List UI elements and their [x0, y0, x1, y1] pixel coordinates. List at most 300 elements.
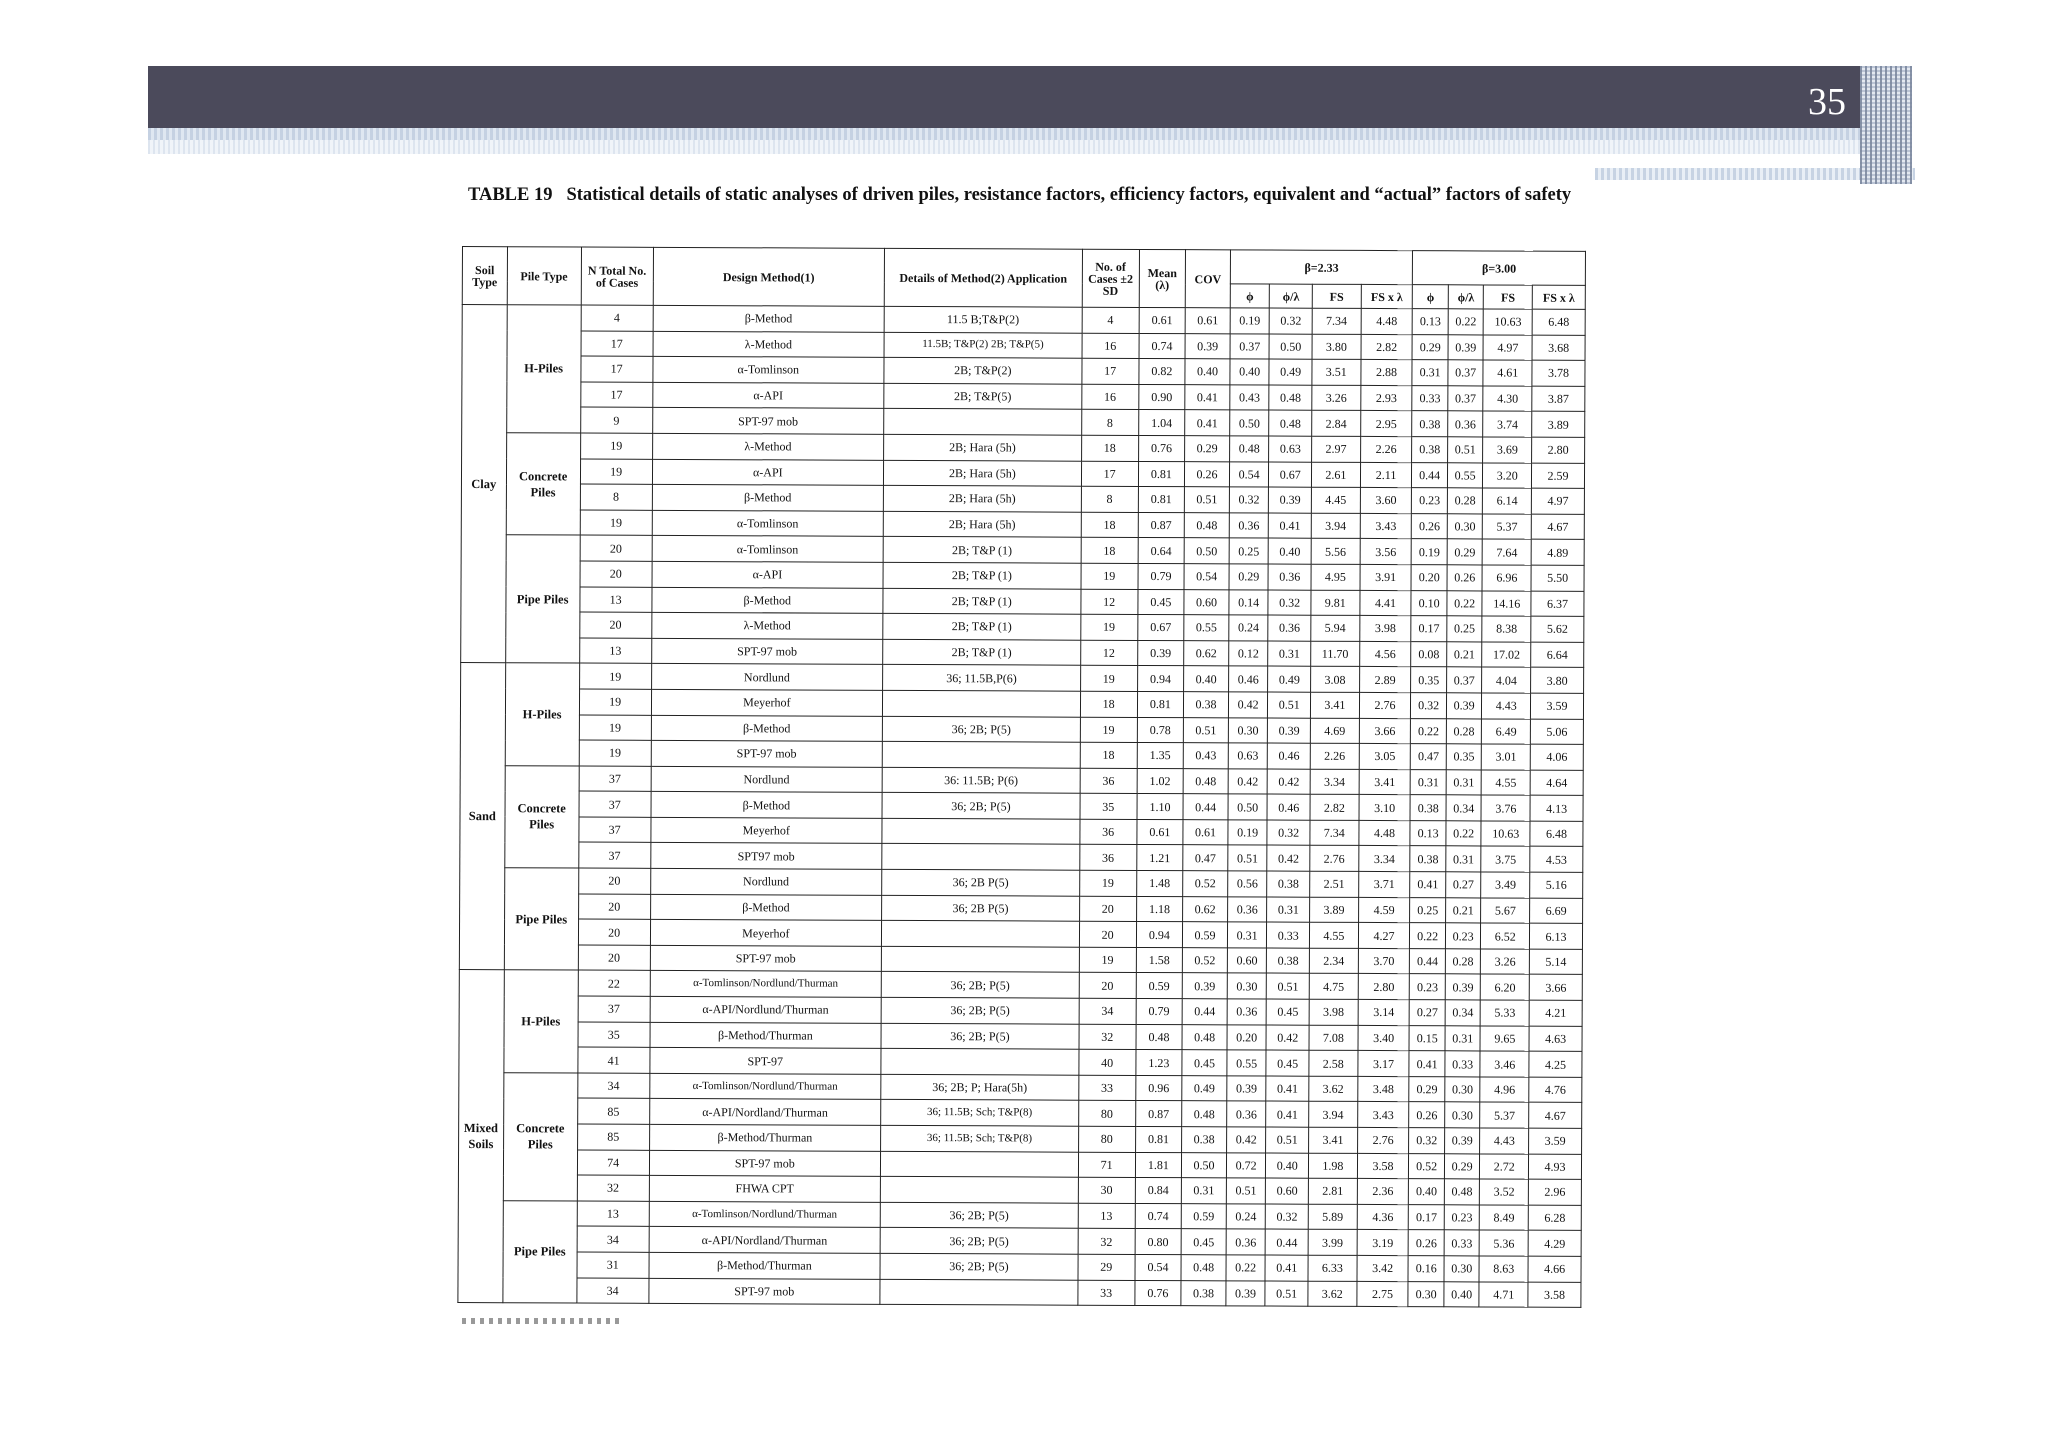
table-cell: 4.55	[1482, 770, 1531, 796]
table-cell: 0.32	[1229, 487, 1269, 513]
table-cell: 0.49	[1268, 666, 1311, 692]
slide-header-stripe-light	[148, 140, 1908, 154]
table-cell	[881, 1049, 1079, 1075]
table-cell: λ-Method	[652, 433, 883, 460]
header-details: Details of Method(2) Application	[884, 248, 1082, 307]
table-cell: 3.49	[1481, 872, 1530, 898]
table-cell: 3.20	[1483, 463, 1532, 489]
slide-header-stripe	[148, 128, 1908, 140]
table-cell: 0.48	[1182, 1101, 1227, 1127]
table-cell: 2.34	[1309, 948, 1358, 974]
header-n-cases: N Total No. of Cases	[581, 247, 653, 305]
table-cell: 0.45	[1137, 589, 1184, 615]
table-cell: β-Method	[652, 587, 883, 614]
table-cell: 0.81	[1138, 461, 1185, 487]
table-cell: 31	[577, 1252, 649, 1278]
table-cell: 2B; Hara (5h)	[884, 434, 1082, 460]
table-cell: 0.08	[1411, 641, 1447, 667]
table-cell: 3.05	[1359, 744, 1411, 770]
table-cell: λ-Method	[651, 612, 882, 639]
table-cell: 35	[1080, 793, 1137, 819]
table-cell: 34	[577, 1073, 649, 1099]
table-cell: 4.21	[1529, 1000, 1582, 1026]
table-cell: 74	[577, 1150, 649, 1176]
table-cell: 0.52	[1409, 1153, 1445, 1179]
table-cell: 19	[579, 663, 651, 689]
table-cell: 3.68	[1532, 335, 1585, 361]
table-cell: 19	[580, 459, 652, 485]
table-cell: SPT97 mob	[650, 843, 881, 870]
table-cell: 0.31	[1268, 641, 1311, 667]
table-cell: 0.39	[1446, 693, 1482, 719]
table-cell: 0.48	[1181, 1255, 1226, 1281]
table-cell: 6.20	[1481, 974, 1530, 1000]
table-cell: 0.67	[1269, 462, 1312, 488]
table-cell: 0.23	[1444, 1205, 1480, 1231]
table-cell: 18	[1080, 691, 1137, 717]
table-caption-text: Statistical details of static analyses of driven piles, resistance factors, efficiency factors, equivalent and “actual” factors of safety	[566, 185, 1572, 205]
table-cell: 3.66	[1529, 975, 1582, 1001]
table-cell: 12	[1081, 589, 1138, 615]
table-cell: 37	[578, 996, 650, 1022]
table-cell: 2B; Hara (5h)	[883, 460, 1081, 486]
table-cell: 0.31	[1445, 1025, 1481, 1051]
table-cell: 0.51	[1268, 692, 1311, 718]
table-cell: 0.48	[1444, 1179, 1480, 1205]
table-cell: Nordlund	[650, 868, 881, 895]
table-cell: 0.48	[1136, 1024, 1183, 1050]
table-cell: 0.48	[1269, 410, 1312, 436]
table-cell: 0.19	[1230, 308, 1270, 334]
table-cell: SPT-97 mob	[650, 945, 881, 972]
table-cell: 0.33	[1267, 922, 1310, 948]
soil-type-cell: Clay	[461, 305, 507, 664]
footnote-fragment	[462, 1318, 622, 1324]
table-cell: 0.60	[1184, 589, 1229, 615]
table-cell: 0.54	[1184, 564, 1229, 590]
table-cell: 0.31	[1227, 922, 1267, 948]
table-cell: 0.39	[1227, 1076, 1267, 1102]
table-cell: 18	[1081, 538, 1138, 564]
table-cell: 37	[579, 791, 651, 817]
table-cell: 2.61	[1311, 462, 1360, 488]
table-cell: 0.22	[1447, 590, 1483, 616]
table-cell: 6.52	[1481, 923, 1530, 949]
table-cell: 0.29	[1185, 436, 1230, 462]
table-cell: 3.59	[1529, 1128, 1582, 1154]
header-fs: FS	[1312, 284, 1361, 308]
table-cell: 0.42	[1228, 692, 1268, 718]
table-cell: 0.94	[1137, 666, 1184, 692]
table-cell: 0.54	[1135, 1254, 1182, 1280]
table-row	[458, 1277, 1581, 1307]
table-cell: 0.27	[1410, 1000, 1446, 1026]
table-cell: 0.35	[1446, 744, 1482, 770]
table-cell: 0.61	[1183, 820, 1228, 846]
table-cell: 0.54	[1229, 461, 1269, 487]
table-cell: 6.37	[1531, 591, 1584, 617]
table-cell: 0.79	[1138, 563, 1185, 589]
table-cell: 3.60	[1360, 488, 1412, 514]
header-cov: COV	[1185, 250, 1230, 308]
table-cell: 3.98	[1309, 999, 1358, 1025]
table-cell: Nordlund	[651, 664, 882, 691]
table-cell: 0.80	[1135, 1229, 1182, 1255]
table-cell: 19	[1081, 563, 1138, 589]
table-cell: α-Tomlinson/Nordlund/Thurman	[650, 971, 881, 998]
table-cell: α-API/Nordland/Thurman	[649, 1227, 880, 1254]
table-cell: 0.48	[1229, 436, 1269, 462]
header-pile-type: Pile Type	[507, 247, 581, 305]
table-cell: 85	[577, 1124, 649, 1150]
table-cell: 6.49	[1482, 718, 1531, 744]
table-cell: 85	[577, 1098, 649, 1124]
table-cell: 19	[1080, 717, 1137, 743]
header-phi: ϕ	[1413, 285, 1449, 309]
table-cell: 3.51	[1312, 359, 1361, 385]
table-cell: 0.29	[1444, 1153, 1480, 1179]
table-cell: 36; 2B; P(5)	[881, 1023, 1079, 1049]
table-cell: 30	[1078, 1177, 1135, 1203]
table-cell: 1.35	[1137, 743, 1184, 769]
table-cell: 0.81	[1135, 1126, 1182, 1152]
table-cell: 1.48	[1136, 871, 1183, 897]
table-cell: FHWA CPT	[649, 1176, 880, 1203]
table-cell: β-Method	[651, 792, 882, 819]
table-cell: 0.25	[1410, 897, 1446, 923]
table-cell: 2.82	[1361, 334, 1413, 360]
table-cell: 5.56	[1311, 539, 1360, 565]
table-cell: 3.69	[1483, 437, 1532, 463]
table-cell: 3.62	[1309, 1076, 1358, 1102]
table-cell: 0.63	[1228, 743, 1268, 769]
table-cell: 36: 11.5B; P(6)	[882, 767, 1080, 793]
table-cell: 4	[581, 305, 653, 331]
table-cell	[880, 1151, 1078, 1177]
table-cell: 2B; T&P (1)	[883, 537, 1081, 563]
table-cell: 0.42	[1228, 769, 1268, 795]
table-cell: 3.80	[1531, 667, 1584, 693]
table-cell: 20	[1079, 921, 1136, 947]
table-caption-label: TABLE 19	[468, 185, 553, 205]
table-cell: 0.36	[1268, 564, 1311, 590]
table-cell: 36; 2B P(5)	[882, 895, 1080, 921]
table-cell	[882, 844, 1080, 870]
table-cell: 19	[579, 740, 651, 766]
table-cell: β-Method	[651, 715, 882, 742]
table-cell: 2.11	[1360, 462, 1412, 488]
table-cell: Meyerhof	[651, 817, 882, 844]
table-cell: 0.45	[1267, 999, 1310, 1025]
table-cell: 0.50	[1230, 410, 1270, 436]
table-cell: 3.14	[1358, 999, 1410, 1025]
table-cell: 34	[1079, 998, 1136, 1024]
table-cell: 2.80	[1532, 437, 1585, 463]
table-cell: 0.39	[1269, 487, 1312, 513]
table-cell: 0.31	[1446, 846, 1482, 872]
table-cell: 0.36	[1227, 897, 1267, 923]
table-cell: 0.96	[1135, 1075, 1182, 1101]
table-cell: 0.55	[1227, 1050, 1267, 1076]
table-cell: 3.43	[1357, 1102, 1409, 1128]
table-cell: 4.67	[1529, 1103, 1582, 1129]
table-cell: 0.12	[1229, 641, 1269, 667]
table-cell: 2B; T&P (1)	[883, 613, 1081, 639]
table-cell	[882, 690, 1080, 716]
table-cell: 0.62	[1184, 640, 1229, 666]
table-cell: 0.26	[1409, 1230, 1445, 1256]
table-cell: 0.31	[1411, 769, 1447, 795]
table-cell: 0.39	[1444, 1128, 1480, 1154]
table-cell: α-Tomlinson	[653, 357, 884, 384]
table-cell: 3.26	[1481, 949, 1530, 975]
table-cell: 9.65	[1480, 1026, 1529, 1052]
table-cell: 0.28	[1445, 949, 1481, 975]
header-fs-lambda: FS x λ	[1361, 284, 1413, 308]
table-cell: 3.41	[1359, 769, 1411, 795]
header-mean: Mean (λ)	[1139, 249, 1186, 307]
table-cell: Meyerhof	[650, 920, 881, 947]
table-cell: 17	[581, 331, 653, 357]
table-cell: 0.48	[1269, 385, 1312, 411]
table-cell: 4.97	[1531, 488, 1584, 514]
table-cell: 0.40	[1184, 666, 1229, 692]
table-cell: 3.98	[1359, 616, 1411, 642]
table-cell: 0.44	[1266, 1229, 1309, 1255]
table-cell: 4.06	[1530, 744, 1583, 770]
table-cell: 2.84	[1312, 411, 1361, 437]
table-cell: 16	[1082, 333, 1139, 359]
table-cell: 0.26	[1185, 461, 1230, 487]
table-cell: 0.24	[1226, 1204, 1266, 1230]
table-cell: 0.26	[1447, 565, 1483, 591]
pile-type-cell: H-Piles	[506, 305, 581, 433]
table-cell: 36	[1080, 819, 1137, 845]
table-cell: 0.39	[1185, 333, 1230, 359]
table-cell: 4.41	[1360, 590, 1412, 616]
table-cell: 5.37	[1483, 514, 1532, 540]
table-cell: 4.29	[1528, 1231, 1581, 1257]
table-cell: 0.31	[1412, 360, 1448, 386]
table-cell: 36; 2B; P(5)	[882, 716, 1080, 742]
table-cell: 6.13	[1530, 923, 1583, 949]
table-cell: 6.14	[1483, 488, 1532, 514]
table-cell: 13	[580, 587, 652, 613]
table-cell: 29	[1078, 1254, 1135, 1280]
table-cell: 0.41	[1185, 410, 1230, 436]
table-cell: 0.15	[1409, 1025, 1445, 1051]
table-cell: 4.43	[1480, 1128, 1529, 1154]
table-cell: 0.41	[1269, 513, 1312, 539]
table-cell: λ-Method	[653, 331, 884, 358]
table-cell: 0.43	[1183, 743, 1228, 769]
table-cell: 3.46	[1480, 1051, 1529, 1077]
table-cell: 3.66	[1359, 718, 1411, 744]
table-cell: 17	[581, 356, 653, 382]
table-cell: β-Method	[653, 305, 884, 332]
table-cell: 0.48	[1183, 768, 1228, 794]
table-cell: 0.25	[1229, 538, 1269, 564]
table-cell: 20	[580, 535, 652, 561]
table-cell: 0.50	[1182, 1152, 1227, 1178]
table-cell: 0.22	[1446, 821, 1482, 847]
pile-type-cell: Concrete Piles	[506, 433, 580, 536]
table-cell: 3.40	[1358, 1025, 1410, 1051]
table-cell: 2.82	[1310, 794, 1359, 820]
table-cell: 0.44	[1412, 462, 1448, 488]
table-cell: 7.34	[1312, 308, 1361, 334]
table-cell: 0.51	[1448, 437, 1484, 463]
table-cell: 4.48	[1361, 308, 1413, 334]
table-cell: 0.30	[1408, 1281, 1444, 1307]
table-cell: 3.42	[1357, 1255, 1409, 1281]
table-cell: 4.71	[1479, 1282, 1528, 1308]
table-cell: 5.62	[1531, 616, 1584, 642]
table-cell	[882, 818, 1080, 844]
table-cell: 0.51	[1226, 1178, 1266, 1204]
table-cell: 80	[1078, 1101, 1135, 1127]
table-cell: 4.93	[1529, 1154, 1582, 1180]
table-cell: 0.33	[1444, 1230, 1480, 1256]
table-cell: 8	[580, 484, 652, 510]
table-cell: 0.37	[1446, 667, 1482, 693]
table-cell: 4.75	[1309, 974, 1358, 1000]
table-cell: 0.61	[1139, 307, 1186, 333]
table-cell: β-Method/Thurman	[649, 1252, 880, 1279]
table-cell: β-Method	[652, 484, 883, 511]
table-cell: 0.26	[1412, 513, 1448, 539]
table-cell: 0.37	[1448, 386, 1484, 412]
table-cell: 6.33	[1308, 1255, 1357, 1281]
header-phi-lambda: ϕ/λ	[1448, 285, 1484, 309]
table-cell: 19	[1079, 947, 1136, 973]
table-cell: 0.49	[1182, 1075, 1227, 1101]
table-cell: 0.30	[1447, 514, 1483, 540]
table-cell: 11.5B; T&P(2) 2B; T&P(5)	[884, 332, 1082, 358]
table-cell: 17	[1081, 461, 1138, 487]
table-cell: 8.38	[1482, 616, 1531, 642]
table-cell: 0.32	[1266, 1204, 1309, 1230]
table-cell: 3.70	[1358, 948, 1410, 974]
table-cell: 0.38	[1412, 437, 1448, 463]
table-cell: 0.34	[1446, 795, 1482, 821]
table-cell: 19	[580, 433, 652, 459]
table-cell: 0.64	[1138, 538, 1185, 564]
table-cell	[881, 946, 1079, 972]
table-cell: 5.14	[1529, 949, 1582, 975]
table-cell: 13	[1078, 1203, 1135, 1229]
table-cell: 0.50	[1269, 334, 1312, 360]
table-cell: 5.94	[1311, 615, 1360, 641]
table-cell: 4.43	[1482, 693, 1531, 719]
table-cell: 0.45	[1182, 1050, 1227, 1076]
table-cell: 5.89	[1308, 1204, 1357, 1230]
table-cell: 0.33	[1445, 1051, 1481, 1077]
table-cell: α-API/Nordland/Thurman	[649, 1099, 880, 1126]
table-cell: 0.32	[1411, 693, 1447, 719]
table-cell: 4.96	[1480, 1077, 1529, 1103]
table-cell: 3.48	[1357, 1076, 1409, 1102]
table-cell: 3.74	[1483, 411, 1532, 437]
table-cell: 35	[578, 1022, 650, 1048]
table-cell: α-Tomlinson	[652, 536, 883, 563]
table-cell: 0.38	[1410, 846, 1446, 872]
table-cell: 2.75	[1357, 1281, 1409, 1307]
pile-type-cell: Concrete Piles	[504, 765, 578, 868]
table-cell: 0.27	[1446, 872, 1482, 898]
table-cell: 0.41	[1266, 1076, 1309, 1102]
table-cell: 11.70	[1311, 641, 1360, 667]
table-cell: 36; 2B; P; Hara(5h)	[881, 1074, 1079, 1100]
table-cell: 0.40	[1230, 359, 1270, 385]
table-cell: 1.23	[1135, 1050, 1182, 1076]
table-cell: 0.78	[1137, 717, 1184, 743]
table-cell: 37	[579, 817, 651, 843]
table-cell: 5.36	[1480, 1230, 1529, 1256]
table-cell: 7.08	[1309, 1025, 1358, 1051]
table-cell: β-Method/Thurman	[649, 1124, 880, 1151]
table-cell: 6.48	[1530, 821, 1583, 847]
table-cell: 18	[1080, 742, 1137, 768]
table-cell: 20	[579, 612, 651, 638]
table-cell: 36; 11.5B,P(6)	[883, 665, 1081, 691]
table-cell: 20	[1079, 896, 1136, 922]
table-cell: 3.10	[1359, 795, 1411, 821]
table-cell: 9	[580, 407, 652, 433]
table-cell: 0.50	[1184, 538, 1229, 564]
table-cell: 0.46	[1268, 743, 1311, 769]
table-cell: 0.21	[1445, 897, 1481, 923]
table-cell: 3.80	[1312, 334, 1361, 360]
table-body	[458, 305, 1585, 1308]
table-cell: 4.04	[1482, 667, 1531, 693]
table-cell: 4.25	[1529, 1051, 1582, 1077]
table-cell: 4.76	[1529, 1077, 1582, 1103]
table-cell: 0.52	[1183, 871, 1228, 897]
statistics-table	[457, 246, 1586, 1308]
table-cell: 3.34	[1310, 769, 1359, 795]
table-cell: 0.40	[1185, 359, 1230, 385]
table-cell: 3.26	[1312, 385, 1361, 411]
table-cell: 36	[1080, 768, 1137, 794]
table-cell: 0.24	[1229, 615, 1269, 641]
table-cell: 3.41	[1309, 1127, 1358, 1153]
table-cell: 1.18	[1136, 896, 1183, 922]
table-cell: 19	[1081, 614, 1138, 640]
table-cell: 37	[578, 842, 650, 868]
table-cell: 36; 2B; P(5)	[881, 997, 1079, 1023]
table-cell: 2.80	[1358, 974, 1410, 1000]
table-cell: 0.28	[1446, 718, 1482, 744]
table-cell: 0.46	[1228, 666, 1268, 692]
table-cell: 0.34	[1445, 1000, 1481, 1026]
table-cell: 3.89	[1532, 412, 1585, 438]
table-cell: 5.67	[1481, 898, 1530, 924]
table-cell: 6.96	[1482, 565, 1531, 591]
table-cell: 0.26	[1409, 1102, 1445, 1128]
table-cell: 0.20	[1227, 1024, 1267, 1050]
table-cell: 3.99	[1308, 1230, 1357, 1256]
table-cell: 0.50	[1228, 794, 1268, 820]
table-cell: 4.13	[1530, 795, 1583, 821]
table-cell: 0.36	[1229, 513, 1269, 539]
table-cell: 0.51	[1266, 1127, 1309, 1153]
table-cell: α-API	[652, 459, 883, 486]
table-cell: 0.49	[1269, 359, 1312, 385]
table-cell: 0.47	[1411, 744, 1447, 770]
table-cell: 20	[578, 894, 650, 920]
header-beta-233: β=2.33	[1230, 250, 1413, 285]
